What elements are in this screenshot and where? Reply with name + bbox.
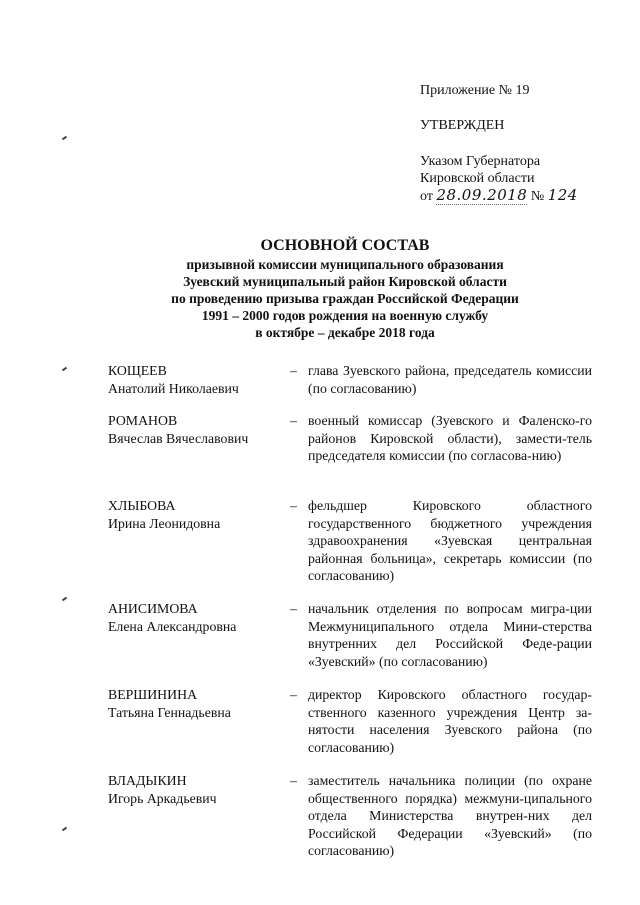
member-given-name: Елена Александровна [108,618,237,634]
member-surname: КОЩЕЕВ [108,363,167,378]
heading-line: в октябре – декабре 2018 года [255,325,435,340]
member-description: заместитель начальника полиции (по охране общественного порядка) межмуни-ципального отдела Министерства внутрен-них дел Российской Федерации «Зуевский» (по согласованию) [308,773,592,858]
dash: – [290,687,297,702]
scan-mark [62,136,67,141]
member-given-name: Анатолий Николаевич [108,380,239,396]
heading-main: ОСНОВНОЙ СОСТАВ [260,237,430,254]
heading-line: по проведению призыва граждан Российской Федерации [171,291,519,306]
member-name-block [108,686,288,721]
scan-mark [62,367,67,372]
member-given-name: Татьяна Геннадьевна [108,704,231,720]
member-description: глава Зуевского района, председатель комиссии (по согласованию) [308,363,592,396]
decree-block [420,153,578,205]
heading-line: призывной комиссии муниципального образования [186,257,504,272]
member-description: фельдшер Кировского областного государственного бюджетного учреждения здравоохранения «Зуевская центральная районная больница», секретарь комиссии (по согласованию) [308,498,592,583]
heading-line: Зуевский муниципальный район Кировской области [183,274,507,289]
dash: – [290,498,297,513]
heading-line: 1991 – 2000 годов рождения на военную службу [201,308,489,323]
handwritten-date: 28.09.2018 [436,186,528,204]
decree-date-line [420,187,578,205]
member-name-block [108,362,288,397]
member-name-block [108,412,288,447]
document-heading [60,236,630,341]
member-surname: ВЛАДЫКИН [108,773,187,788]
dash: – [290,601,297,616]
decree-line-2: Кировской области [420,171,535,186]
date-prefix: от [420,189,433,204]
decree-line-1: Указом Губернатора [420,154,541,169]
appendix-label: Приложение № 19 [420,83,530,98]
member-surname: ХЛЫБОВА [108,498,176,513]
dash: – [290,773,297,788]
member-description: военный комиссар (Зуевского и Фаленско-го районов Кировской области), замести-тель председателя комиссии (по согласова-нию) [308,413,592,463]
member-name-block [108,600,288,635]
scan-mark [62,827,67,832]
scan-mark [62,597,67,602]
member-given-name: Вячеслав Вячеславович [108,430,249,446]
member-description: начальник отделения по вопросам мигра-ции Межмуниципального отдела Мини-стерства внутренних дел Российской Феде-рации «Зуевский» (по согласованию) [308,601,592,669]
member-given-name: Игорь Аркадьевич [108,790,217,806]
dash: – [290,413,297,428]
member-surname: АНИСИМОВА [108,601,198,616]
member-given-name: Ирина Леонидовна [108,515,221,531]
approved-label: УТВЕРЖДЕН [420,118,505,133]
number-prefix: № [530,189,545,204]
member-surname: ВЕРШИНИНА [108,687,198,702]
dash: – [290,363,297,378]
handwritten-number: 124 [547,186,578,204]
member-name-block [108,497,288,532]
member-description: директор Кировского областного государ-ственного казенного учреждения Центр за-нятости населения Зуевского района (по согласованию) [308,687,592,755]
member-name-block [108,772,288,807]
member-surname: РОМАНОВ [108,413,178,428]
